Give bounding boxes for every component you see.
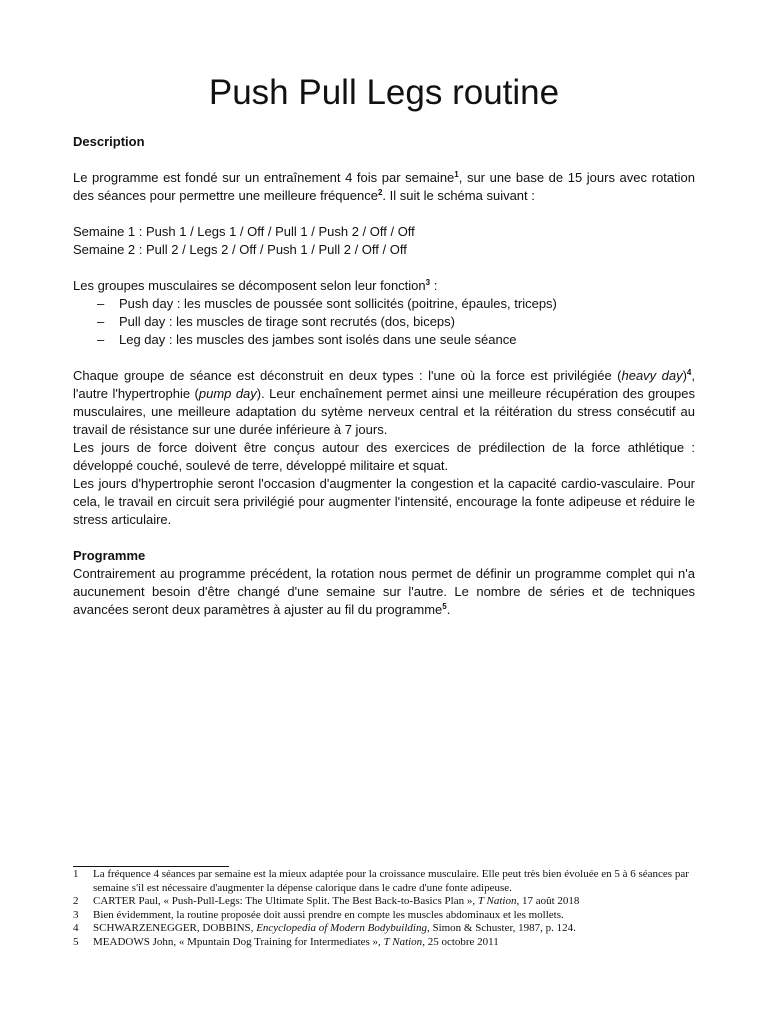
dash-bullet: – bbox=[97, 332, 105, 347]
footnote-ref-4[interactable]: 4 bbox=[686, 368, 692, 377]
footnote-ref-2[interactable]: 2 bbox=[377, 188, 383, 197]
groups-intro: Les groupes musculaires se décomposent selon leur fonction$^3$ : bbox=[73, 278, 438, 293]
footnote-ref-1[interactable]: 1 bbox=[454, 170, 459, 179]
footnote-segment: Bien évidemment, la routine proposée doit aussi prendre en compte les muscles abdominaux et les mollets. bbox=[93, 908, 564, 921]
footnote-text bbox=[93, 922, 576, 934]
footnote-italic-segment: T Nation bbox=[383, 935, 423, 948]
footnote-3 bbox=[73, 909, 713, 923]
footnote-segment: , 25 octobre 2011 bbox=[422, 935, 499, 948]
programme-heading: Programme bbox=[73, 548, 146, 563]
footnote-number: 3 bbox=[73, 908, 79, 921]
footnote-text bbox=[93, 936, 499, 948]
hypertrophy-days-paragraph: Les jours d'hypertrophie seront l'occasion d'augmenter la congestion et la capacité cardio-vasculaire. Pour cela, le travail en circuit sera privilégié pour augmenter l'intensité, encourage la fonte adipeuse et réduire le stress articulaire. bbox=[73, 476, 695, 527]
description-heading: Description bbox=[73, 134, 145, 149]
footnote-ref-5[interactable]: 5 bbox=[442, 602, 447, 611]
footnotes bbox=[73, 868, 713, 949]
footnote-italic-segment: Encyclopedia of Modern Bodybuilding bbox=[256, 922, 427, 934]
footnote-segment: , 17 août 2018 bbox=[516, 895, 580, 907]
footnote-separator bbox=[73, 866, 229, 867]
list-item: – Push day : les muscles de poussée sont sollicités (poitrine, épaules, triceps) bbox=[97, 296, 557, 311]
footnote-number: 4 bbox=[73, 922, 79, 934]
footnote-5 bbox=[73, 936, 713, 950]
footnote-number: 1 bbox=[73, 868, 79, 880]
footnote-1 bbox=[73, 868, 713, 895]
dash-bullet: – bbox=[97, 314, 105, 329]
footnote-segment: MEADOWS John, « Mpuntain Dog Training for Intermediates », bbox=[93, 935, 384, 948]
footnote-2 bbox=[73, 895, 713, 909]
footnote-segment: La fréquence 4 séances par semaine est la mieux adaptée pour la croissance musculaire. Elle peut très bien évoluée en 5 à 6 séances par semaine s'il est nécessaire d'augmenter la dépense calorique dans le cadre d'une fonte adipeuse. bbox=[93, 868, 689, 894]
dash-bullet: – bbox=[97, 296, 105, 311]
footnote-ref-3[interactable]: 3 bbox=[425, 278, 431, 287]
document-title: Push Pull Legs routine bbox=[208, 73, 560, 112]
muscle-groups-list bbox=[73, 295, 695, 349]
footnote-number: 2 bbox=[73, 895, 79, 907]
description-paragraph: Le programme est fondé sur un entraînement 4 fois par semaine$^1$, sur une base de 15 jours avec rotation des séances pour permettre une meilleure fréquence$^2$. Il suit le schéma suivant : bbox=[73, 170, 695, 203]
strength-days-paragraph: Les jours de force doivent être conçus autour des exercices de prédilection de la force athlétique : développé couché, soulevé de terre, développé militaire et squat. bbox=[73, 440, 695, 473]
footnote-text bbox=[93, 868, 689, 894]
programme-paragraph: Contrairement au programme précédent, la rotation nous permet de définir un programme complet qui n'a aucunement besoin d'être changé d'une semaine sur l'autre. Le nombre de séries et de techniques avancées seront deux paramètres à ajuster au fil du programme$^5$. bbox=[73, 566, 695, 617]
session-types-paragraph: Chaque groupe de séance est déconstruit en deux types : l'une où la force est privilégiée (heavy day)$^4$, l'autre l'hypertrophie (pump day). Leur enchaînement permet ainsi une meilleure récupération des groupes musculaires, une meilleure adaptation du sytème nerveux central et la réitération du stress consécutif au travail de résistance sur une durée inférieure à 7 jours. bbox=[73, 368, 695, 437]
footnote-segment: CARTER Paul, « Push-Pull-Legs: The Ultimate Split. The Best Back-to-Basics Plan », bbox=[93, 895, 478, 907]
footnote-4 bbox=[73, 922, 713, 936]
schedule-week-2: Semaine 2 : Pull 2 / Legs 2 / Off / Push 1 / Pull 2 / Off / Off bbox=[73, 242, 407, 257]
footnote-number: 5 bbox=[73, 935, 79, 948]
schedule-week-1: Semaine 1 : Push 1 / Legs 1 / Off / Pull 1 / Push 2 / Off / Off bbox=[73, 224, 415, 239]
list-item: – Leg day : les muscles des jambes sont isolés dans une seule séance bbox=[97, 332, 517, 347]
footnote-segment: SCHWARZENEGGER, DOBBINS, bbox=[93, 922, 257, 934]
footnote-text bbox=[93, 909, 564, 921]
footnote-italic-segment: T Nation bbox=[477, 895, 517, 907]
footnote-text bbox=[93, 895, 579, 907]
list-item: – Pull day : les muscles de tirage sont recrutés (dos, biceps) bbox=[97, 314, 455, 329]
footnote-segment: , Simon & Schuster, 1987, p. 124. bbox=[426, 922, 576, 934]
body-text bbox=[73, 133, 695, 619]
